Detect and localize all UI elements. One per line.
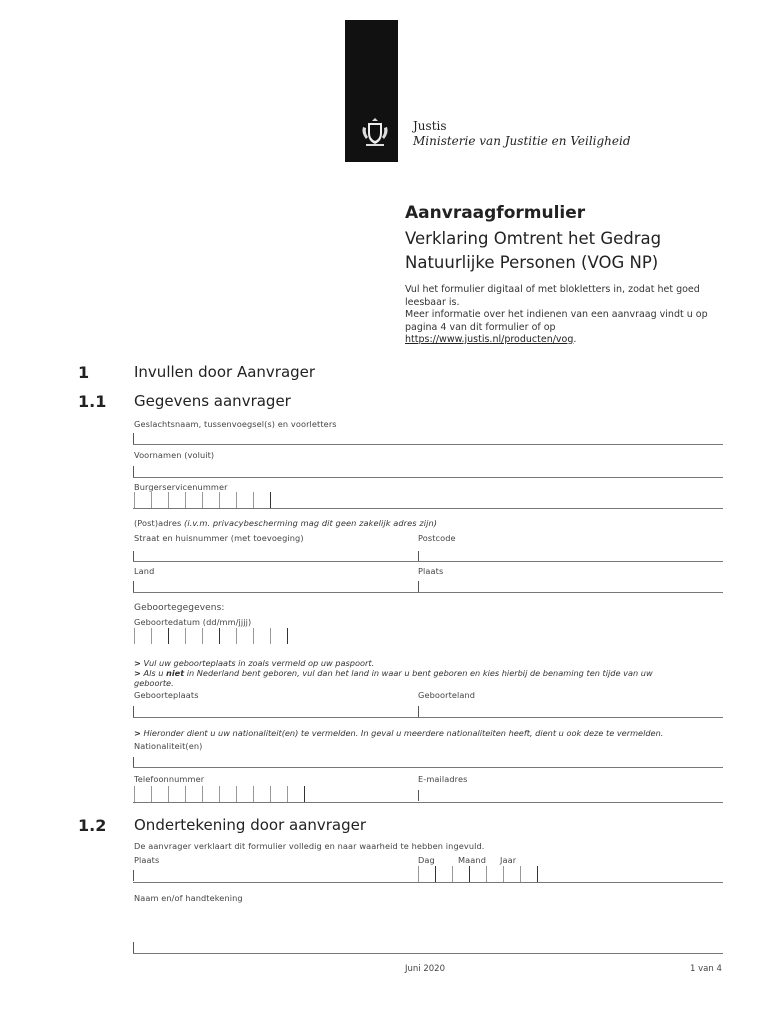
bsn-label: Burgerservicenummer — [134, 482, 228, 492]
jaar-label: Jaar — [500, 855, 517, 865]
form-title: Aanvraagformulier — [405, 203, 586, 223]
intro-paragraph-1: Vul het formulier digitaal of met blokletters in, zodat het goed leesbaar is. — [405, 284, 700, 308]
ondertekening-plaats-label: Plaats — [134, 855, 160, 865]
form-subtitle-2: Natuurlijke Personen (VOG NP) — [405, 253, 659, 272]
buitenland-note: > Als u niet in Nederland bent geboren, vul dan het land in waar u bent geboren en kies hierbij de benaming ten tijde van uw geboorte. — [134, 668, 653, 688]
telefoon-email-underline[interactable] — [133, 802, 723, 803]
footer-date: Juni 2020 — [405, 964, 445, 974]
geslachtsnaam-field-cursor — [133, 433, 134, 444]
ondertekening-plaats-datum-field[interactable] — [133, 882, 723, 883]
voornamen-field[interactable] — [133, 477, 723, 478]
voornamen-field-cursor — [133, 466, 134, 477]
ministry-name: Ministerie van Justitie en Veiligheid — [413, 134, 631, 148]
section-number: 1.1 — [78, 392, 107, 411]
form-subtitle-1: Verklaring Omtrent het Gedrag — [405, 229, 662, 248]
geboortedatum-field[interactable] — [134, 628, 304, 644]
section-title: Ondertekening door aanvrager — [134, 816, 367, 834]
dag-label: Dag — [418, 855, 435, 865]
geslachtsnaam-field[interactable] — [133, 444, 723, 445]
section-number: 1.2 — [78, 816, 107, 835]
handtekening-field-cursor — [133, 942, 134, 953]
land-label: Land — [134, 566, 155, 576]
geslachtsnaam-label: Geslachtsnaam, tussenvoegsel(s) en voorletters — [134, 419, 337, 429]
geboortedatum-label: Geboortedatum (dd/mm/jjjj) — [134, 617, 252, 627]
geboorteplaats-label: Geboorteplaats — [134, 690, 199, 700]
arrow-icon: > — [134, 728, 141, 738]
straat-label: Straat en huisnummer (met toevoeging) — [134, 533, 304, 543]
bsn-underline — [133, 508, 723, 509]
arrow-icon: > — [134, 658, 141, 668]
maand-label: Maand — [458, 855, 486, 865]
bsn-field[interactable] — [134, 492, 287, 508]
intro-text — [405, 284, 725, 347]
land-plaats-field[interactable] — [133, 592, 723, 593]
voornamen-label: Voornamen (voluit) — [134, 450, 215, 460]
section-number: 1 — [78, 363, 90, 382]
justis-vog-link[interactable]: https://www.justis.nl/producten/vog — [405, 334, 574, 345]
plaats-label: Plaats — [418, 566, 444, 576]
coat-of-arms-icon — [358, 115, 392, 149]
nationaliteit-field[interactable] — [133, 767, 723, 768]
ondertekening-plaats-cursor — [133, 870, 134, 881]
footer-page-number: 1 van 4 — [690, 964, 722, 974]
nationaliteit-note: > Hieronder dient u uw nationaliteit(en) te vermelden. In geval u meerdere nationaliteiten heeft, dient u ook deze te vermelden. — [134, 728, 664, 738]
arrow-icon: > — [134, 668, 141, 678]
geboorteland-field-cursor — [418, 706, 419, 717]
geboortegegevens-heading: Geboortegegevens: — [134, 603, 225, 613]
adres-privacy-note: (i.v.m. privacybescherming mag dit geen zakelijk adres zijn) — [184, 518, 438, 528]
handtekening-label: Naam en/of handtekening — [134, 893, 243, 903]
email-label: E-mailadres — [418, 774, 468, 784]
verklaring-text: De aanvrager verklaart dit formulier volledig en naar waarheid te hebben ingevuld. — [134, 841, 485, 851]
land-field-cursor — [133, 581, 134, 592]
section-title: Invullen door Aanvrager — [134, 363, 316, 381]
geboorteplaats-land-field[interactable] — [133, 717, 723, 718]
telefoon-field[interactable] — [134, 786, 321, 802]
geboorteplaats-field-cursor — [133, 706, 134, 717]
straat-postcode-field[interactable] — [133, 561, 723, 562]
postcode-label: Postcode — [418, 533, 456, 543]
geboorteland-label: Geboorteland — [418, 690, 476, 700]
section-title: Gegevens aanvrager — [134, 392, 291, 410]
adres-heading: (Post)adres (i.v.m. privacybescherming mag dit geen zakelijk adres zijn) — [134, 518, 438, 528]
plaats-field-cursor — [418, 581, 419, 592]
handtekening-field[interactable] — [133, 953, 723, 954]
org-name: Justis — [413, 119, 447, 133]
email-field-cursor — [418, 790, 419, 801]
nationaliteit-label: Nationaliteit(en) — [134, 741, 203, 751]
ondertekening-datum-field[interactable] — [418, 866, 554, 882]
intro-paragraph-2: Meer informatie over het indienen van een aanvraag vindt u op pagina 4 van dit formulier of op https://www.justis.nl/producten/vog. — [405, 309, 708, 345]
telefoon-label: Telefoonnummer — [134, 774, 205, 784]
geboorteplaats-note: > Vul uw geboorteplaats in zoals vermeld op uw paspoort. — [134, 658, 375, 668]
